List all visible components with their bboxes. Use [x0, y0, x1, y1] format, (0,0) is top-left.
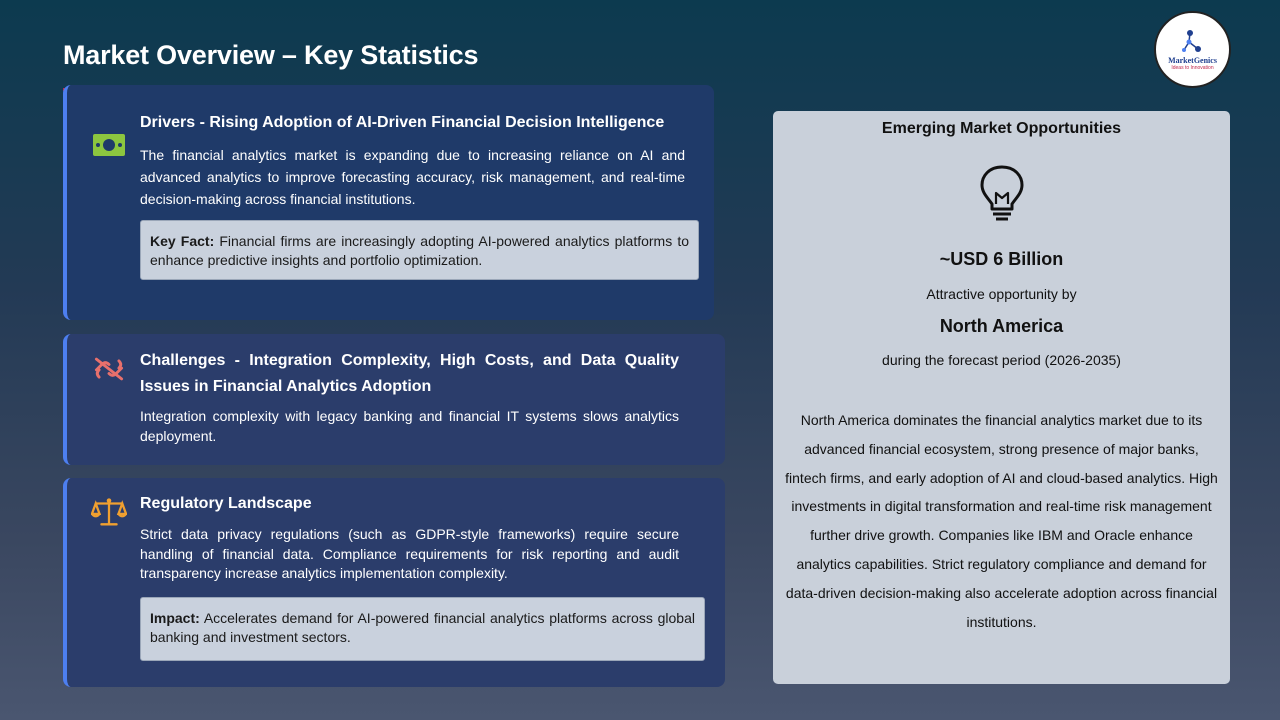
opportunity-title: Emerging Market Opportunities [881, 120, 1122, 137]
opportunity-region: North America [939, 316, 1064, 336]
page-title: Market Overview – Key Statistics [63, 40, 479, 70]
key-fact-box [140, 220, 699, 280]
regulatory-body: Strict data privacy regulations (such as GDPR-style frameworks) require secure handling of financial data. Compliance requirements for risk reporting and audit transparency increase analytics implementation complexity. [140, 526, 679, 581]
challenges-card [63, 334, 725, 465]
regulatory-card [63, 478, 725, 687]
challenges-heading: Challenges - Integration Complexity, High Costs, and Data Quality Issues in Financial Analytics Adoption [140, 352, 679, 395]
broken-link-icon [91, 354, 127, 384]
logo-tagline: Ideas to Innovation [1171, 65, 1214, 71]
impact-box [140, 597, 705, 661]
drivers-body: The financial analytics market is expanding due to increasing reliance on AI and advanced analytics to improve forecasting accuracy, risk management, and real-time decision-making across financial institutions. [140, 147, 685, 207]
impact-text: Accelerates demand for AI-powered financial analytics platforms across global banking and investment sectors. [150, 610, 695, 645]
forecast-period: during the forecast period (2026-2035) [882, 352, 1121, 368]
key-fact-text: Financial firms are increasingly adopting AI-powered analytics platforms to enhance predictive insights and portfolio optimization. [150, 233, 689, 268]
logo-name: MarketGenics [1168, 56, 1217, 65]
money-icon [91, 130, 127, 160]
opportunity-value: ~USD 6 Billion [939, 249, 1064, 269]
drivers-card [63, 85, 714, 320]
opportunity-panel [773, 111, 1230, 684]
impact-label: Impact: [150, 610, 200, 626]
regulatory-heading: Regulatory Landscape [140, 495, 312, 512]
opportunity-subtitle: Attractive opportunity by [926, 286, 1077, 302]
key-fact-label: Key Fact: [150, 233, 215, 249]
opportunity-description: North America dominates the financial analytics market due to its advanced financial ecosystem, strong presence of major banks, fintech firms, and early adoption of AI and cloud-based analytics. High investments in digital transformation and real-time risk management further drive growth. Companies like IBM and Oracle enhance analytics capabilities. Strict regulatory compliance and demand for data-driven decision-making also accelerate adoption across financial institutions. [785, 412, 1218, 630]
network-nodes-icon [1180, 28, 1206, 54]
lightbulb-icon [977, 163, 1027, 223]
drivers-heading: Drivers - Rising Adoption of AI-Driven Financial Decision Intelligence [140, 114, 665, 131]
challenges-body: Integration complexity with legacy banking and financial IT systems slows analytics deployment. [140, 408, 679, 444]
scales-icon [91, 497, 127, 527]
company-logo [1154, 11, 1231, 88]
